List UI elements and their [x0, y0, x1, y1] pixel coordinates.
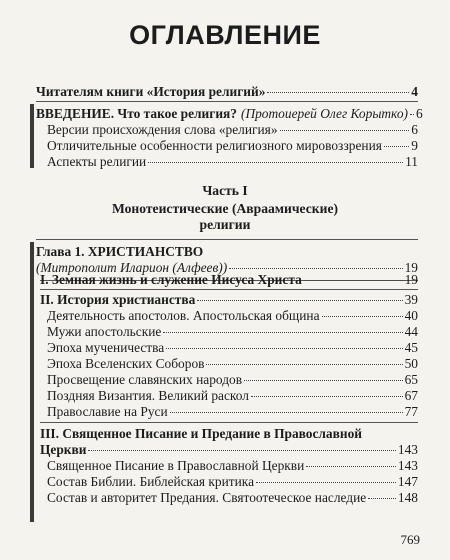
- part-title: Монотеистические (Авраамические): [111, 201, 339, 216]
- toc-page-number: 50: [404, 356, 418, 371]
- toc-subentry-title: Эпоха мученичества: [47, 340, 165, 355]
- dot-leader: [166, 348, 402, 349]
- toc-page-number: 11: [405, 154, 418, 169]
- divider: [40, 289, 418, 290]
- toc-subentry-title: Священное Писание в Православной Церкви: [47, 458, 305, 473]
- dot-leader: [88, 450, 395, 451]
- toc-subentry: [47, 138, 418, 154]
- toc-page-number: 67: [404, 388, 418, 403]
- toc-page-number: 6: [411, 122, 418, 137]
- dot-leader: [280, 130, 410, 131]
- toc-subentry: [47, 372, 418, 388]
- toc-section: [40, 272, 418, 288]
- dot-leader: [322, 316, 403, 317]
- toc-page-number: 4: [411, 84, 418, 99]
- dot-leader: [244, 380, 403, 381]
- page-number: 769: [400, 532, 420, 547]
- toc-page-number: 45: [404, 340, 418, 355]
- dot-leader: [256, 482, 396, 483]
- toc-subentry-title: Версии происхождения слова «религия»: [47, 122, 278, 137]
- toc-page-number: 6: [415, 106, 423, 121]
- toc-section-title-continued: Церкви: [40, 442, 87, 457]
- toc-subentry: [47, 122, 418, 138]
- toc-entry-preface: [36, 84, 418, 100]
- toc-subentry-title: Эпоха Вселенских Соборов: [47, 356, 205, 371]
- dot-leader: [304, 280, 403, 281]
- toc-subentry-title: Аспекты религии: [47, 154, 147, 169]
- toc-page-number: 44: [404, 324, 418, 339]
- toc-subentry: [47, 356, 418, 372]
- dot-leader: [197, 300, 402, 301]
- divider: [36, 239, 418, 240]
- dot-leader: [267, 92, 409, 93]
- dot-leader: [229, 268, 402, 269]
- dot-leader: [384, 146, 409, 147]
- dot-leader: [368, 498, 396, 499]
- toc-section-title: II. История христианства: [40, 292, 196, 307]
- section-bar: [30, 104, 34, 168]
- toc-entry-author: (Митрополит Иларион (Алфеев)): [36, 260, 228, 275]
- toc-page-number: 40: [404, 308, 418, 323]
- chapter-title: Глава 1. ХРИСТИАНСТВО: [36, 244, 204, 259]
- toc-subentry: [47, 154, 418, 170]
- dot-leader: [170, 412, 403, 413]
- toc-subentry-title: Поздняя Византия. Великий раскол: [47, 388, 249, 403]
- toc-subentry-title: Отличительные особенности религиозного мировоззрения: [47, 138, 382, 153]
- toc-subentry-title: Состав и авторитет Предания. Святоотеческое наследие: [47, 490, 367, 505]
- chapter-bar: [30, 242, 34, 522]
- toc-section-title: III. Священное Писание и Предание в Православной: [40, 426, 362, 441]
- toc-page-number: 9: [411, 138, 418, 153]
- toc-page-number: 148: [397, 490, 418, 505]
- toc-section: [40, 442, 418, 458]
- toc-page-number: 19: [404, 272, 418, 287]
- toc-subentry-title: Состав Библии. Библейская критика: [47, 474, 255, 489]
- toc-page-number: 77: [404, 404, 418, 419]
- toc-page-number: 147: [397, 474, 418, 489]
- dot-leader: [206, 364, 402, 365]
- toc-entry-title: Читателям книги «История религий»: [36, 84, 266, 99]
- divider: [40, 422, 418, 423]
- toc-entry-title: ВВЕДЕНИЕ. Что такое религия?: [36, 106, 237, 121]
- toc-page-number: 39: [404, 292, 418, 307]
- toc-entry-author: (Протоиерей Олег Корытко): [240, 106, 408, 121]
- part-number: Часть I: [202, 183, 248, 198]
- toc-subentry: [47, 474, 418, 490]
- divider: [36, 101, 418, 102]
- toc-subentry: [47, 340, 418, 356]
- toc-subentry: [47, 490, 418, 506]
- toc-subentry: [47, 324, 418, 340]
- page-title: ОГЛАВЛЕНИЕ: [129, 20, 321, 50]
- toc-page-number: 143: [397, 442, 418, 457]
- toc-subentry: [47, 388, 418, 404]
- toc-subentry: [47, 404, 418, 420]
- toc-subentry: [47, 308, 418, 324]
- toc-page-number: 143: [397, 458, 418, 473]
- toc-section-title: I. Земная жизнь и служение Иисуса Христа: [40, 272, 302, 287]
- toc-page-number: 65: [404, 372, 418, 387]
- dot-leader: [306, 466, 396, 467]
- dot-leader: [148, 162, 403, 163]
- toc-section: [40, 292, 418, 308]
- dot-leader: [163, 332, 402, 333]
- toc-subentry-title: Просвещение славянских народов: [47, 372, 243, 387]
- toc-page-number: 19: [404, 260, 418, 275]
- toc-subentry-title: Деятельность апостолов. Апостольская община: [47, 308, 320, 323]
- dot-leader: [251, 396, 403, 397]
- part-title-continued: религии: [199, 217, 251, 232]
- toc-entry-intro: [36, 106, 423, 122]
- toc-subentry-title: Мужи апостольские: [47, 324, 162, 339]
- dot-leader: [410, 114, 414, 115]
- toc-subentry: [47, 458, 418, 474]
- toc-subentry-title: Православие на Руси: [47, 404, 168, 419]
